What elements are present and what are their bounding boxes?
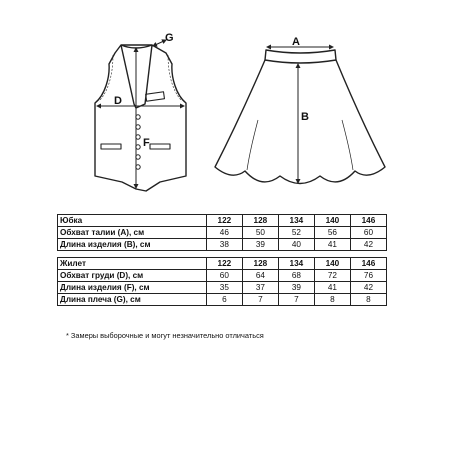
value-cell: 68 [278,270,314,282]
size-cell: 140 [314,215,350,227]
value-cell: 56 [314,227,350,239]
table-row [58,294,387,306]
value-cell: 40 [278,239,314,251]
row-label: Обхват груди (D), см [58,270,207,282]
row-label: Длина изделия (B), см [58,239,207,251]
value-cell: 41 [314,282,350,294]
vest-right-pocket [150,144,170,149]
skirt-label-a: A [292,36,300,48]
vest-chest-pocket [146,92,165,101]
size-cell: 128 [242,258,278,270]
value-cell: 60 [350,227,386,239]
vest-table-header [58,258,387,270]
table-row [58,282,387,294]
skirt-label-b: B [301,111,309,123]
vest-label-d: D [114,95,122,107]
value-cell: 35 [206,282,242,294]
value-cell: 8 [314,294,350,306]
size-cell: 146 [350,258,386,270]
garment-diagrams [0,0,450,200]
table-row [58,227,387,239]
value-cell: 52 [278,227,314,239]
vest-label-f: F [143,137,150,149]
measurement-note: * Замеры выборочные и могут незначительно отличаться [66,331,264,340]
value-cell: 39 [242,239,278,251]
vest-drawing [95,45,186,191]
value-cell: 42 [350,282,386,294]
vest-size-table [57,257,387,306]
skirt-drawing [215,50,385,184]
value-cell: 7 [278,294,314,306]
value-cell: 64 [242,270,278,282]
value-cell: 42 [350,239,386,251]
skirt-measurements [267,47,333,183]
value-cell: 72 [314,270,350,282]
size-cell: 134 [278,258,314,270]
value-cell: 46 [206,227,242,239]
skirt-fold-2 [342,120,353,170]
vest-table-title: Жилет [58,258,207,270]
value-cell: 8 [350,294,386,306]
vest-label-g: G [165,32,174,44]
size-cell: 134 [278,215,314,227]
size-cell: 128 [242,215,278,227]
skirt-size-table [57,214,387,251]
skirt-fold-1 [247,120,258,170]
size-cell: 146 [350,215,386,227]
value-cell: 39 [278,282,314,294]
row-label: Длина изделия (F), см [58,282,207,294]
value-cell: 6 [206,294,242,306]
table-row [58,270,387,282]
row-label: Длина плеча (G), см [58,294,207,306]
row-label: Обхват талии (A), см [58,227,207,239]
size-cell: 140 [314,258,350,270]
size-cell: 122 [206,215,242,227]
value-cell: 60 [206,270,242,282]
skirt-table-title: Юбка [58,215,207,227]
skirt-waistband [265,50,336,63]
value-cell: 7 [242,294,278,306]
value-cell: 38 [206,239,242,251]
skirt-body [215,60,385,184]
size-cell: 122 [206,258,242,270]
skirt-table-header [58,215,387,227]
vest-left-pocket [101,144,121,149]
value-cell: 37 [242,282,278,294]
value-cell: 41 [314,239,350,251]
table-row [58,239,387,251]
value-cell: 50 [242,227,278,239]
value-cell: 76 [350,270,386,282]
